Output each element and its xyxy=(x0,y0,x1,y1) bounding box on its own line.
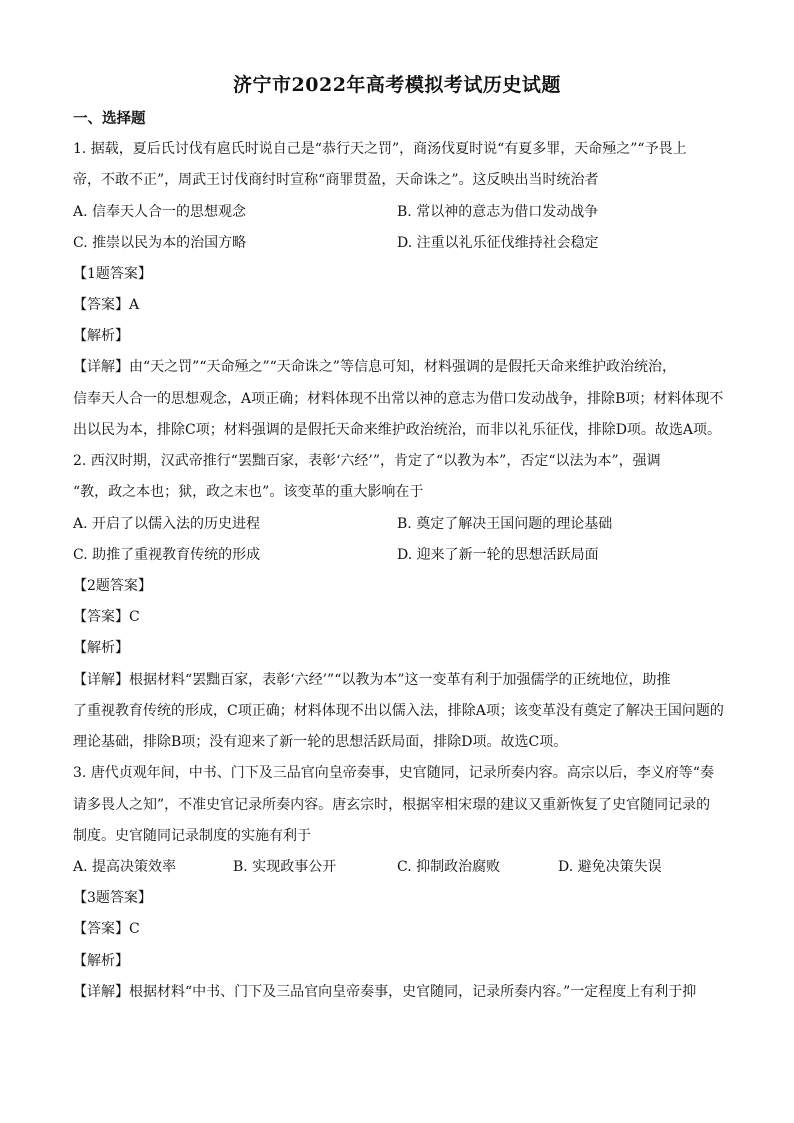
q1-stem-line-2: 帝，不敢不正”，周武王讨伐商纣时宣称“商罪贯盈，天命诛之”。这反映出当时统治者 xyxy=(73,172,599,188)
q2-answer-tag: 【2题答案】 xyxy=(73,578,152,594)
q3-stem-line-2: 请多畏人之知”，不准史官记录所奏内容。唐玄宗时，根据宰相宋璟的建议又重新恢复了史官随同记录的 xyxy=(73,797,711,813)
q2-detail-line-1: 【详解】根据材料“罢黜百家，表彰‘六经’”“以教为本”这一变革有利于加强儒学的正统地位，助推 xyxy=(73,672,671,688)
q1-option-d: D. 注重以礼乐征伐维持社会稳定 xyxy=(397,235,599,251)
q1-option-b: B. 常以神的意志为借口发动战争 xyxy=(397,204,599,220)
q3-options-row xyxy=(73,857,733,877)
q1-answer-tag: 【1题答案】 xyxy=(73,266,152,282)
q1-answer: 【答案】A xyxy=(73,297,140,313)
q2-option-b: B. 奠定了解决王国问题的理论基础 xyxy=(397,516,613,532)
q1-option-c: C. 推崇以民为本的治国方略 xyxy=(73,235,247,251)
q2-stem-line-2: “教，政之本也；狱，政之末也”。该变革的重大影响在于 xyxy=(73,484,424,500)
q1-analysis-label: 【解析】 xyxy=(73,328,129,344)
q2-option-c: C. 助推了重视教育传统的形成 xyxy=(73,547,261,563)
q3-stem-line-1: 3. 唐代贞观年间，中书、门下及三品官向皇帝奏事，史官随同，记录所奏内容。高宗以后，李义府等“奏 xyxy=(73,765,714,781)
q3-option-a: A. 提高决策效率 xyxy=(73,859,177,875)
q3-stem-line-3: 制度。史官随同记录制度的实施有利于 xyxy=(73,828,311,844)
q2-option-d: D. 迎来了新一轮的思想活跃局面 xyxy=(397,547,599,563)
q2-analysis-label: 【解析】 xyxy=(73,640,129,656)
q2-answer: 【答案】C xyxy=(73,609,140,625)
q1-detail-line-1: 【详解】由“天之罚”“天命殛之”“天命诛之”等信息可知，材料强调的是假托天命来维护政治统治， xyxy=(73,359,676,375)
q3-detail-line-1: 【详解】根据材料“中书、门下及三品官向皇帝奏事，史官随同，记录所奏内容。”一定程度上有利于抑 xyxy=(73,984,697,1000)
q1-stem-line-1: 1. 据载，夏后氏讨伐有扈氏时说自己是“恭行天之罚”，商汤伐夏时说“有夏多罪，天命殛之”“予畏上 xyxy=(73,141,687,157)
q2-detail-line-3: 理论基础，排除B项；没有迎来了新一轮的思想活跃局面，排除D项。故选C项。 xyxy=(73,734,568,750)
q3-option-d: D. 避免决策失误 xyxy=(558,859,662,875)
q3-option-b: B. 实现政事公开 xyxy=(233,859,337,875)
section-heading: 一、选择题 xyxy=(73,110,146,127)
q1-option-a: A. 信奉天人合一的思想观念 xyxy=(73,204,247,220)
q3-answer-tag: 【3题答案】 xyxy=(73,890,152,906)
q3-option-c: C. 抑制政治腐败 xyxy=(397,859,501,875)
q2-option-a: A. 开启了以儒入法的历史进程 xyxy=(73,516,261,532)
q1-detail-line-2: 信奉天人合一的思想观念，A项正确；材料体现不出常以神的意志为借口发动战争，排除B项；材料体现不 xyxy=(73,391,724,407)
q2-detail-line-2: 了重视教育传统的形成，C项正确；材料体现不出以儒入法，排除A项；该变革没有奠定了解决王国问题的 xyxy=(73,703,724,719)
q1-detail-line-3: 出以民为本，排除C项；材料强调的是假托天命来维护政治统治，而非以礼乐征伐，排除D项。故选A项。 xyxy=(73,422,722,438)
page-title: 济宁市2022年高考模拟考试历史试题 xyxy=(233,74,561,96)
q3-analysis-label: 【解析】 xyxy=(73,953,129,969)
q3-answer: 【答案】C xyxy=(73,921,140,937)
q2-stem-line-1: 2. 西汉时期，汉武帝推行“罢黜百家，表彰‘六经’”，肯定了“以教为本”，否定“以法为本”，强调 xyxy=(73,453,661,469)
